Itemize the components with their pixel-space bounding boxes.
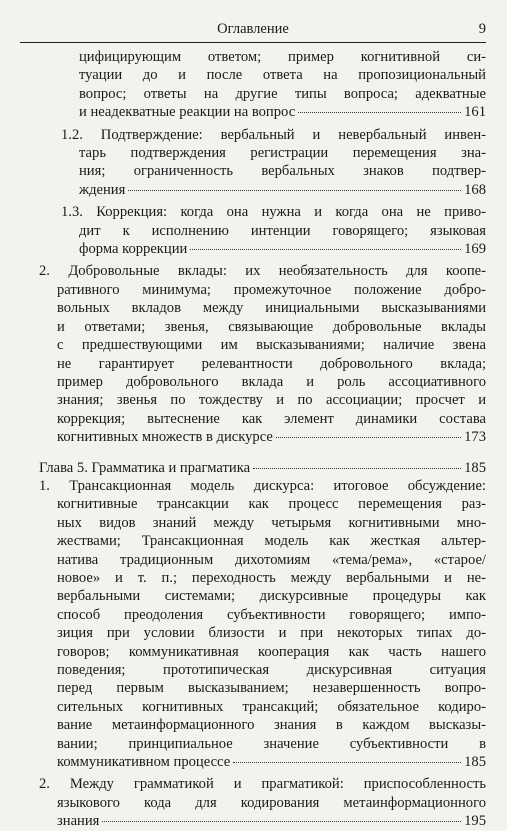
- toc-text-line: и неадекватные реакции на вопрос: [79, 104, 296, 121]
- running-header: [20, 18, 486, 40]
- toc-entry-ch5-1: [39, 477, 486, 772]
- toc-text-line: вербальными системами; дискурсивные процедуры как: [57, 588, 486, 605]
- toc-leader-line: [57, 428, 486, 446]
- toc-text-line: ративного минимума; промежуточное положение добро-: [57, 281, 486, 298]
- toc-page-number: 185: [464, 459, 486, 476]
- toc-text-line: тарь подтверждения регистрации перемещения зна-: [79, 145, 486, 162]
- toc-text-line: новое» и т. п.; переходность между вербальными и не-: [57, 569, 486, 586]
- toc-text-line: 1.2. Подтверждение: вербальный и невербальный инвен-: [61, 126, 486, 143]
- toc-entry-continuation: [79, 48, 486, 122]
- toc-text-line: ждения: [79, 181, 126, 198]
- toc-page-number: 185: [464, 754, 486, 771]
- toc-text-line: пример добровольного вклада и роль ассоциативного: [57, 373, 486, 390]
- toc-entry-1-3: [61, 203, 486, 258]
- page-number: 9: [478, 21, 486, 37]
- toc-text-line: и ответами; звенья, связывающие добровольные вклады: [57, 318, 486, 335]
- toc-text-line: 1.3. Коррекция: когда она нужна и когда она не приво-: [61, 204, 486, 221]
- dot-leader: [276, 437, 461, 438]
- toc-text-line: жествами; Трансакционная модель как жесткая альтер-: [57, 533, 486, 550]
- toc-leader-line: [79, 181, 486, 199]
- toc-text-line: форма коррекции: [79, 241, 188, 258]
- toc-text-line: вание метаинформационного знания в каждом высказы-: [57, 717, 486, 734]
- toc-page-number: 173: [464, 429, 486, 446]
- toc-text-line: вольных вкладов между инициальными высказываниями: [57, 300, 486, 317]
- toc-text-line: сительных когнитивных трансакций; обязательное кодиро-: [57, 698, 486, 715]
- toc-text-line: с предшествующими им высказываниями; наличие звена: [57, 337, 486, 354]
- dot-leader: [102, 821, 461, 822]
- toc-text-line: 2. Добровольные вклады: их необязательность для коопе-: [39, 263, 486, 280]
- table-of-contents: [20, 48, 486, 831]
- toc-page-number: 168: [464, 181, 486, 198]
- running-header-title: Оглавление: [217, 21, 289, 37]
- toc-text-line: не гарантирует релевантности добровольного вклада;: [57, 355, 486, 372]
- toc-leader-line: [39, 459, 486, 477]
- toc-text-line: вании; принципиальное значение субъективности в: [57, 735, 486, 752]
- toc-text-line: вопрос; ответы на другие типы вопроса; адекватные: [79, 85, 486, 102]
- toc-page-number: 161: [464, 104, 486, 121]
- toc-text-line: зиция при условии близости и при некоторых типах до-: [57, 625, 486, 642]
- toc-text-line: цифицирующим ответом; пример когнитивной си-: [79, 49, 486, 65]
- toc-text-line: 1. Трансакционная модель дискурса: итоговое обсуждение:: [39, 477, 486, 494]
- toc-text-line: Глава 5. Грамматика и прагматика: [39, 459, 251, 476]
- toc-leader-line: [79, 103, 486, 121]
- toc-text-line: ных видов знаний между четырьмя когнитивными мно-: [57, 514, 486, 531]
- toc-text-line: перед первым высказыванием; незавершенность вопро-: [57, 680, 486, 697]
- toc-text-line: дит к исполнению интенции говорящего; языковая: [79, 222, 486, 239]
- toc-text-line: натива традиционным дихотомиям «тема/рема», «старое/: [57, 551, 486, 568]
- toc-text-line: когнитивных множеств в дискурсе: [57, 429, 273, 446]
- toc-text-line: знания: [57, 813, 100, 830]
- toc-leader-line: [57, 753, 486, 771]
- toc-text-line: способ преодоления субъективности говорящего; импо-: [57, 606, 486, 623]
- toc-leader-line: [79, 240, 486, 258]
- toc-entry-ch5-2: [39, 775, 486, 830]
- toc-text-line: коррекция; вытеснение как элемент динамики состава: [57, 410, 486, 427]
- dot-leader: [190, 249, 461, 250]
- toc-page-number: 195: [464, 813, 486, 830]
- header-rule: [20, 42, 486, 43]
- toc-entry-1-2: [61, 126, 486, 200]
- toc-text-line: говоров; коммуникативная кооперация как часть нашего: [57, 643, 486, 660]
- toc-entry-2: [39, 262, 486, 446]
- toc-entry-chapter-5: [20, 459, 486, 477]
- toc-text-line: когнитивные трансакции как процесс перемещения раз-: [57, 496, 486, 513]
- dot-leader: [253, 468, 461, 469]
- toc-text-line: языкового кода для кодирования метаинформационного: [57, 794, 486, 811]
- toc-text-line: ния; ограниченность вербальных знаков подтвер-: [79, 163, 486, 180]
- toc-text-line: знания; звенья по тождеству и по ассоциации; просчет и: [57, 392, 486, 409]
- dot-leader: [298, 112, 461, 113]
- dot-leader: [128, 190, 461, 191]
- toc-text-line: коммуникативном процессе: [57, 754, 231, 771]
- toc-leader-line: [57, 812, 486, 830]
- toc-text-line: туации до и после ответа на пропозициональный: [79, 67, 486, 84]
- toc-text-line: 2. Между грамматикой и прагматикой: приспособленность: [39, 776, 486, 793]
- toc-text-line: поведения; прототипическая дискурсивная ситуация: [57, 662, 486, 678]
- dot-leader: [233, 762, 461, 763]
- toc-page-number: 169: [464, 241, 486, 258]
